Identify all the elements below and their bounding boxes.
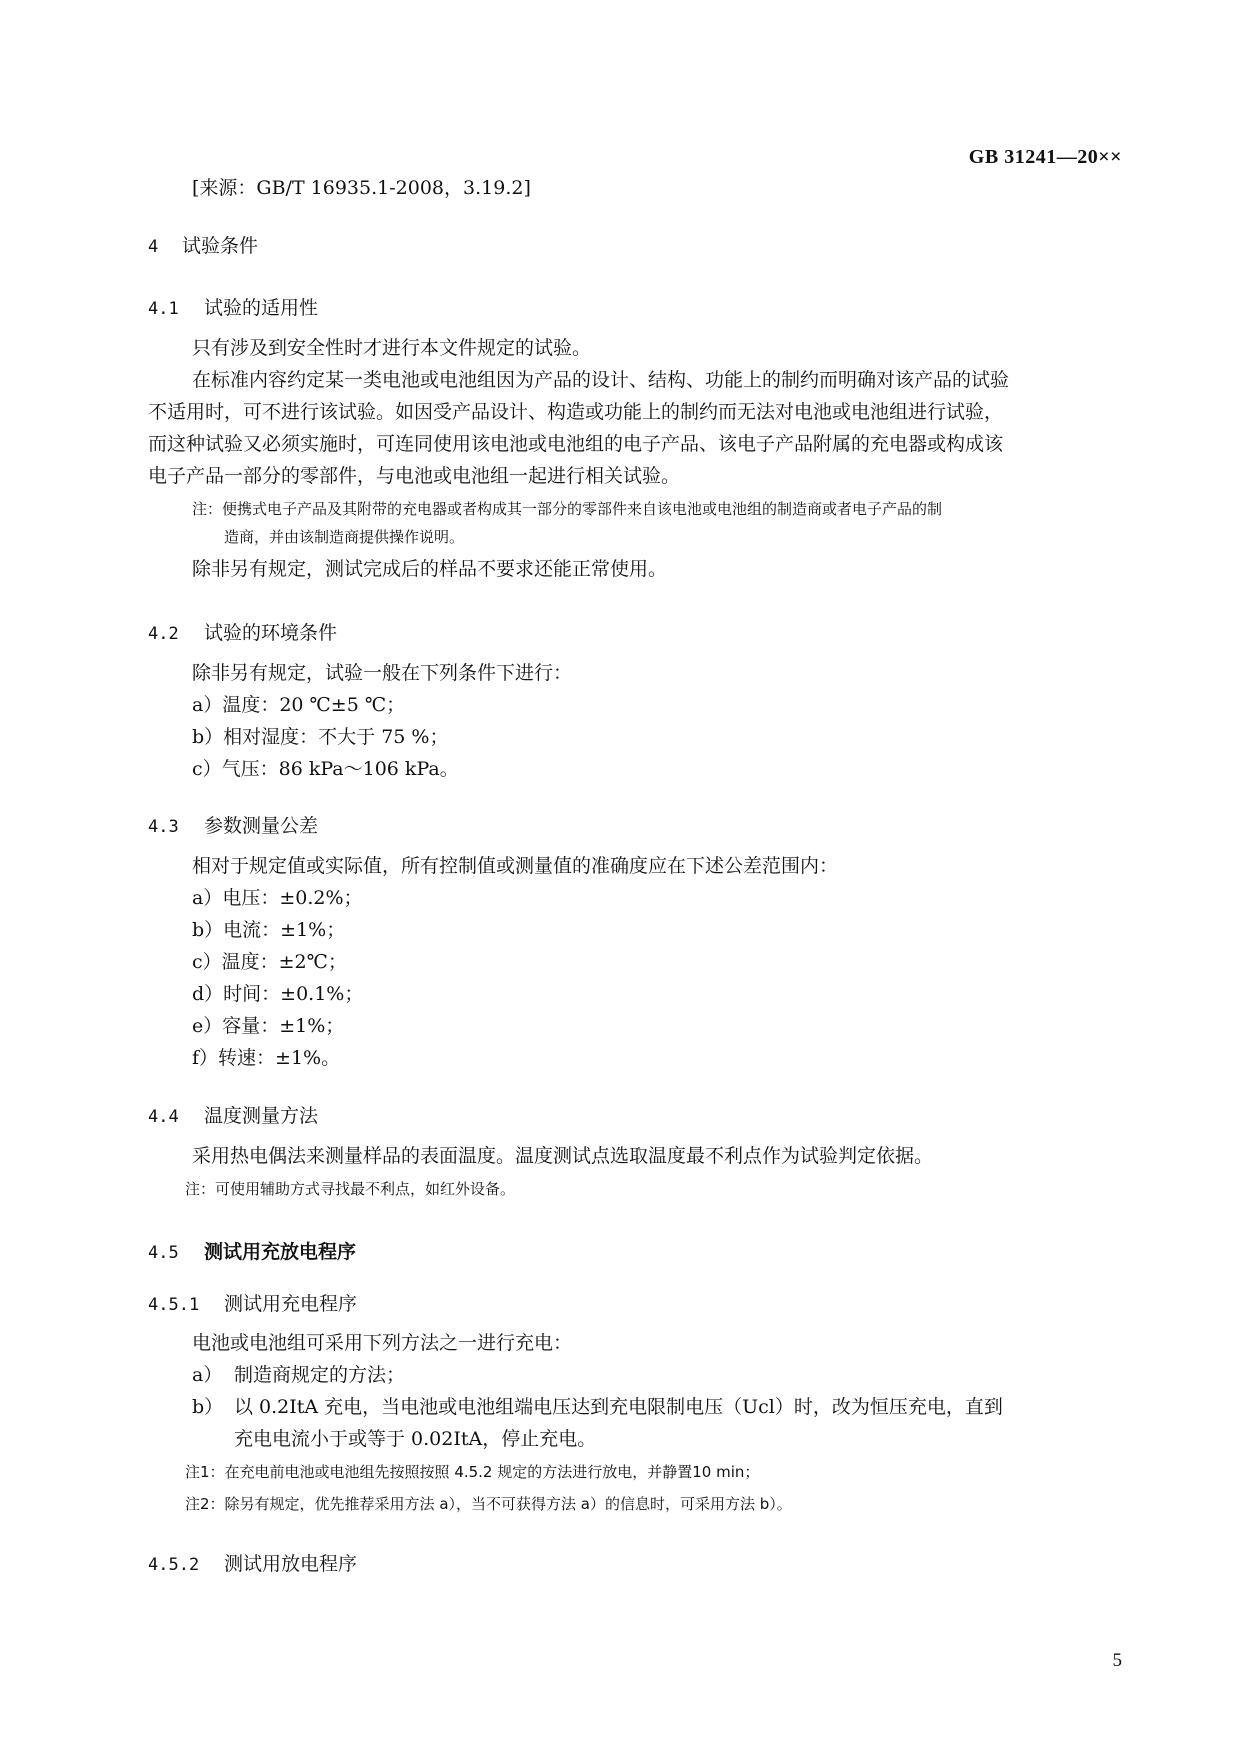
section-number: 4.3: [148, 817, 179, 837]
list-item: a）温度：20 ℃±5 ℃；: [192, 694, 406, 716]
section-title: 试验的环境条件: [204, 622, 338, 644]
paragraph: 电池或电池组可采用下列方法之一进行充电：: [192, 1332, 573, 1354]
list-item: c）温度：±2℃；: [192, 951, 347, 973]
source-reference: [来源：GB/T 16935.1-2008，3.19.2]: [192, 177, 531, 199]
section-title: 参数测量公差: [204, 815, 319, 837]
section-title: 测试用充电程序: [224, 1293, 358, 1315]
note: 注：可使用辅助方式寻找最不利点，如红外设备。: [185, 1180, 516, 1198]
paragraph: 除非另有规定，试验一般在下列条件下进行：: [192, 662, 573, 684]
section-4-5-1-heading: [148, 1289, 357, 1316]
section-number: 4.4: [148, 1107, 179, 1127]
section-title: 试验条件: [182, 235, 259, 257]
section-number: 4.5.2: [148, 1555, 200, 1575]
section-4-4-heading: [148, 1101, 318, 1128]
section-title: 测试用充放电程序: [204, 1241, 357, 1263]
section-4-2-heading: [148, 618, 337, 645]
note: 注2：除另有规定，优先推荐采用方法 a），当不可获得方法 a）的信息时，可采用方法 b）。: [185, 1495, 792, 1513]
paragraph: 除非另有规定，测试完成后的样品不要求还能正常使用。: [192, 558, 668, 580]
section-title: 温度测量方法: [204, 1105, 319, 1127]
section-4-5-heading: [148, 1237, 356, 1264]
section-4-heading: [148, 231, 258, 258]
section-number: 4.5: [148, 1243, 179, 1263]
list-item: b）电流：±1%；: [192, 919, 346, 941]
section-title: 试验的适用性: [204, 297, 319, 319]
section-4-1-heading: [148, 293, 318, 320]
list-item: f）转速：±1%。: [192, 1047, 341, 1069]
note-line: 注：便携式电子产品及其附带的充电器或者构成其一部分的零部件来自该电池或电池组的制造商或者电子产品的制: [192, 500, 943, 518]
list-item: c）气压：86 kPa～106 kPa。: [192, 758, 459, 780]
paragraph-line: 而这种试验又必须实施时，可连同使用该电池或电池组的电子产品、该电子产品附属的充电器或构成该: [148, 433, 1004, 455]
section-number: 4.2: [148, 624, 179, 644]
note: 注1：在充电前电池或电池组先按照按照 4.5.2 规定的方法进行放电，并静置10 min；: [185, 1463, 760, 1481]
paragraph: 采用热电偶法来测量样品的表面温度。温度测试点选取温度最不利点作为试验判定依据。: [192, 1145, 934, 1167]
list-item: d）时间：±0.1%；: [192, 983, 364, 1005]
list-text-continuation: 充电电流小于或等于 0.02ItA，停止充电。: [234, 1428, 597, 1450]
list-marker: b）: [192, 1396, 224, 1418]
section-number: 4.1: [148, 299, 179, 319]
page-number: 5: [1112, 1650, 1122, 1671]
list-text: 以 0.2ItA 充电，当电池或电池组端电压达到充电限制电压（Ucl）时，改为恒压充电，直到: [234, 1396, 1003, 1418]
note-line: 造商，并由该制造商提供操作说明。: [224, 528, 465, 546]
paragraph: 相对于规定值或实际值，所有控制值或测量值的准确度应在下述公差范围内：: [192, 855, 839, 877]
paragraph-line: 电子产品一部分的零部件，与电池或电池组一起进行相关试验。: [148, 465, 681, 487]
section-4-5-2-heading: [148, 1549, 357, 1576]
section-number: 4.5.1: [148, 1295, 200, 1315]
list-marker: a）: [192, 1364, 223, 1386]
section-number: 4: [148, 237, 159, 257]
list-item: b）相对湿度：不大于 75 %；: [192, 726, 449, 748]
paragraph: 只有涉及到安全性时才进行本文件规定的试验。: [192, 337, 592, 359]
standard-number: GB 31241—20××: [968, 146, 1122, 168]
paragraph-line: 在标准内容约定某一类电池或电池组因为产品的设计、结构、功能上的制约而明确对该产品的试验: [192, 369, 1010, 391]
list-item: [192, 1395, 1003, 1419]
list-item: e）容量：±1%；: [192, 1015, 345, 1037]
list-item: a）电压：±0.2%；: [192, 887, 363, 909]
list-item: [192, 1363, 405, 1387]
section-4-3-heading: [148, 811, 318, 838]
paragraph-line: 不适用时，可不进行该试验。如因受产品设计、构造或功能上的制约而无法对电池或电池组进行试验，: [148, 401, 1004, 423]
list-text: 制造商规定的方法；: [234, 1364, 406, 1386]
section-title: 测试用放电程序: [224, 1553, 358, 1575]
